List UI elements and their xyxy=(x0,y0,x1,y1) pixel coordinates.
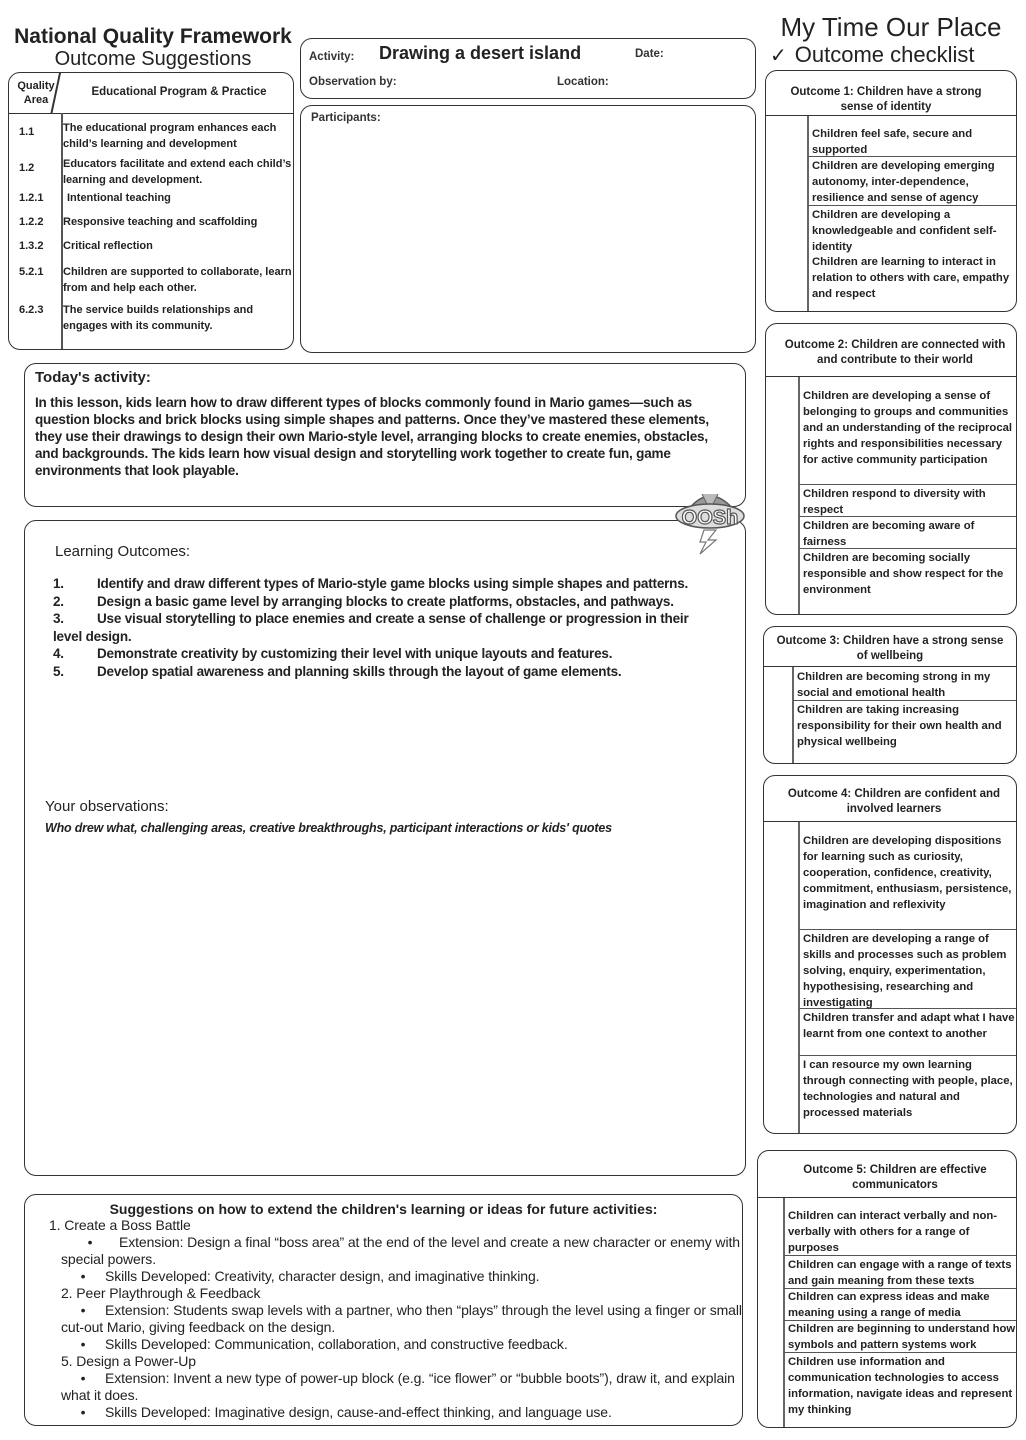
nqf-desc: Responsive teaching and scaffolding xyxy=(63,216,258,228)
extension-text: Extension: Design a final “boss area” at the end of the level and create a new character or enemy with special powers. xyxy=(61,1234,740,1267)
location-label: Location: xyxy=(557,76,609,88)
learning-outcomes-list xyxy=(53,575,693,680)
nqf-code: 1.2.1 xyxy=(19,192,44,204)
outcome-4-item[interactable]: Children are developing a range of skills and processes such as problem solving, enquiry, experimentation, hypothesising, researching and investigating xyxy=(799,931,1016,1009)
learning-outcomes-title: Learning Outcomes: xyxy=(55,543,191,560)
nqf-desc: The educational program enhances each child’s learning and development xyxy=(63,122,277,150)
outcome-5-item[interactable] xyxy=(784,1257,1016,1289)
outcome-4-title: Outcome 4: Children are confident and involved learners xyxy=(764,776,1016,822)
todays-activity-section xyxy=(24,363,746,507)
nqf-code: 5.2.1 xyxy=(19,266,44,278)
extension-text: Extension: Students swap levels with a partner, who then “plays” through the level using a finger or small cut-out Mario, giving feedback on the design. xyxy=(61,1302,742,1335)
suggestion-heading: 5. Design a Power-Up xyxy=(61,1353,196,1369)
outcome-2-item[interactable]: Children are becoming socially responsible and show respect for the environment xyxy=(803,552,1004,596)
observations-field[interactable] xyxy=(35,841,735,1165)
bullet-icon: • xyxy=(80,1302,86,1318)
outcome-5-item[interactable]: Children can express ideas and make meaning using a range of media xyxy=(784,1289,1016,1321)
outcome-2-title: Outcome 2: Children are connected with and contribute to their world xyxy=(766,324,1016,377)
outcome-1-card xyxy=(765,70,1017,312)
outcome-5-item[interactable]: Children use information and communication technologies to access information, navigate ideas and represent my thinking xyxy=(788,1356,1013,1416)
todays-activity-text: In this lesson, kids learn how to draw different types of blocks commonly found in Mario games—such as question blocks and brick blocks using simple shapes and patterns. Once they’ve mastered these elements, they use their drawings to design their own Mario-style level, arranging blocks to create enemies, obstacles, and backgrounds. The kids learn how visual design and storytelling work together to create fun, game environments that look playable. xyxy=(35,395,709,478)
nqf-desc: Children are supported to collaborate, learn from and help each other. xyxy=(63,266,292,294)
item-number: 1. xyxy=(53,576,64,591)
learning-outcome-item xyxy=(53,645,693,663)
participants-field[interactable] xyxy=(300,105,756,353)
learning-outcome-item xyxy=(53,663,693,681)
outcome-5-item[interactable]: Children can interact verbally and non-verbally with others for a range of purposes xyxy=(784,1208,1016,1256)
suggestions-title: Suggestions on how to extend the children's learning or ideas for future activities: xyxy=(109,1201,658,1217)
outcome-3-title: Outcome 3: Children have a strong sense of wellbeing xyxy=(764,627,1016,667)
todays-activity-title: Today's activity: xyxy=(35,369,151,386)
observations-hint: Who drew what, challenging areas, creative breakthroughs, participant interactions or kids' quotes xyxy=(45,821,612,835)
item-text: Design a basic game level by arranging blocks to create platforms, obstacles, and pathways. xyxy=(97,593,674,609)
outcome-4-item[interactable]: Children transfer and adapt what I have learnt from one context to another xyxy=(799,1010,1016,1056)
outcome-4-item[interactable]: Children are developing dispositions for learning such as curiosity, cooperation, confidence, creativity, commitment, enthusiasm, persistence, imagination and reflexivity xyxy=(799,833,1016,930)
nqf-desc: Critical reflection xyxy=(63,240,153,252)
bullet-icon: • xyxy=(80,1404,86,1420)
col-program: Educational Program & Practice xyxy=(91,86,267,98)
suggestion-extension xyxy=(49,1302,749,1336)
nqf-code: 1.1 xyxy=(19,126,35,138)
activity-name[interactable]: Drawing a desert island xyxy=(379,43,582,63)
bullet-icon: • xyxy=(80,1336,86,1352)
outcome-4-card xyxy=(763,775,1017,1134)
mtop-title: My Time Our Place xyxy=(780,12,1002,42)
participants-label: Participants: xyxy=(311,112,381,124)
item-number: 5. xyxy=(53,663,64,679)
extension-text: Extension: Invent a new type of power-up block (e.g. “ice flower” or “bubble boots”), draw it, and explain what it does. xyxy=(61,1370,735,1403)
outcome-3-card xyxy=(763,626,1017,764)
check-icon: ✓ xyxy=(770,45,787,67)
item-text: Develop spatial awareness and planning skills through the layout of game elements. xyxy=(97,663,622,679)
item-text: Use visual storytelling to place enemies and create a sense of challenge or progression in their level design. xyxy=(53,611,689,644)
outcome-3-item[interactable]: Children are taking increasing responsibility for their own health and physical wellbeing xyxy=(797,704,1002,748)
date-label: Date: xyxy=(635,48,664,60)
outcome-1-item[interactable]: Children are learning to interact in relation to others with care, empathy and respect xyxy=(812,256,1010,300)
suggestions-list xyxy=(49,1217,749,1421)
item-number: 4. xyxy=(53,646,64,661)
nqf-code: 1.3.2 xyxy=(19,240,44,252)
svg-text:OOSh: OOSh xyxy=(681,507,739,529)
outcome-1-title: Outcome 1: Children have a strong sense of identity xyxy=(766,71,1016,116)
nqf-table xyxy=(8,72,294,350)
nqf-code: 6.2.3 xyxy=(19,304,44,316)
nqf-desc: Intentional teaching xyxy=(67,192,171,204)
learning-outcomes-section xyxy=(24,520,746,1176)
outcome-5-title: Outcome 5: Children are effective communicators xyxy=(758,1151,1016,1198)
observations-title: Your observations: xyxy=(45,798,169,815)
nqf-subtitle: Outcome Suggestions xyxy=(54,48,252,70)
col-quality-area: Quality Area xyxy=(17,80,55,106)
outcome-4-item[interactable]: I can resource my own learning through connecting with people, place, technologies and natural and processed materials xyxy=(803,1059,1013,1119)
outcome-1-item[interactable]: Children are developing a knowledgeable and confident self-identity xyxy=(812,209,997,253)
learning-outcome-item xyxy=(53,610,693,645)
outcome-1-item[interactable]: Children feel safe, secure and supported xyxy=(808,126,1016,157)
outcome-2-card xyxy=(765,323,1017,615)
suggestions-section xyxy=(24,1194,743,1426)
suggestion-heading: 2. Peer Playthrough & Feedback xyxy=(61,1285,261,1301)
skills-text: Skills Developed: Communication, collaboration, and constructive feedback. xyxy=(105,1336,568,1352)
mtop-subtitle xyxy=(770,42,1026,68)
nqf-desc: Educators facilitate and extend each child’s learning and development. xyxy=(63,158,292,186)
nqf-code: 1.2.2 xyxy=(19,216,44,228)
nqf-title xyxy=(8,26,298,70)
suggestion-extension xyxy=(49,1370,749,1404)
observation-by-label: Observation by: xyxy=(309,76,397,88)
outcome-5-item-text: Children can engage with a range of texts and gain meaning from these texts xyxy=(788,1259,1012,1287)
bullet-icon: • xyxy=(80,1268,86,1284)
outcome-2-item[interactable]: Children respond to diversity with respect xyxy=(799,486,1016,517)
outcome-5-card xyxy=(757,1150,1017,1428)
activity-header xyxy=(300,38,756,99)
nqf-table-header xyxy=(9,73,293,114)
skills-text: Skills Developed: Creativity, character design, and imaginative thinking. xyxy=(105,1268,540,1284)
outcome-checklist-label: Outcome checklist xyxy=(794,42,975,67)
item-number: 2. xyxy=(53,593,64,609)
skills-text: Skills Developed: Imaginative design, cause-and-effect thinking, and language use. xyxy=(105,1404,612,1420)
learning-outcome-item xyxy=(53,593,693,611)
nqf-title-main: National Quality Framework xyxy=(14,25,292,48)
learning-outcome-item xyxy=(53,575,693,593)
outcome-1-item[interactable]: Children are developing emerging autonomy, inter-dependence, resilience and sense of agency xyxy=(808,158,1016,206)
activity-label: Activity: xyxy=(309,51,355,63)
outcome-5-item[interactable]: Children are beginning to understand how symbols and pattern systems work xyxy=(784,1321,1016,1353)
item-number: 3. xyxy=(53,611,64,626)
nqf-desc: The service builds relationships and engages with its community. xyxy=(63,304,254,332)
outcome-3-item[interactable]: Children are becoming strong in my social and emotional health xyxy=(793,669,1016,701)
suggestion-heading: 1. Create a Boss Battle xyxy=(49,1217,191,1233)
oosh-logo-icon xyxy=(674,486,746,556)
oosh-logo xyxy=(674,486,746,556)
suggestion-skills xyxy=(49,1404,749,1421)
suggestion-skills xyxy=(49,1336,749,1353)
suggestion-extension xyxy=(49,1234,749,1268)
item-text: Demonstrate creativity by customizing their level with unique layouts and features. xyxy=(97,646,613,661)
bullet-icon: • xyxy=(80,1370,86,1386)
outcome-2-item[interactable]: Children are developing a sense of belonging to groups and communities and an understanding of the reciprocal rights and responsibilities necessary for active community participation xyxy=(799,388,1016,485)
nqf-code: 1.2 xyxy=(19,162,35,174)
item-text: Identify and draw different types of Mario-style game blocks using simple shapes and patterns. xyxy=(97,576,689,591)
bullet-icon: • xyxy=(87,1234,93,1250)
outcome-2-item[interactable]: Children are becoming aware of fairness xyxy=(799,518,1016,549)
suggestion-skills xyxy=(49,1268,749,1285)
